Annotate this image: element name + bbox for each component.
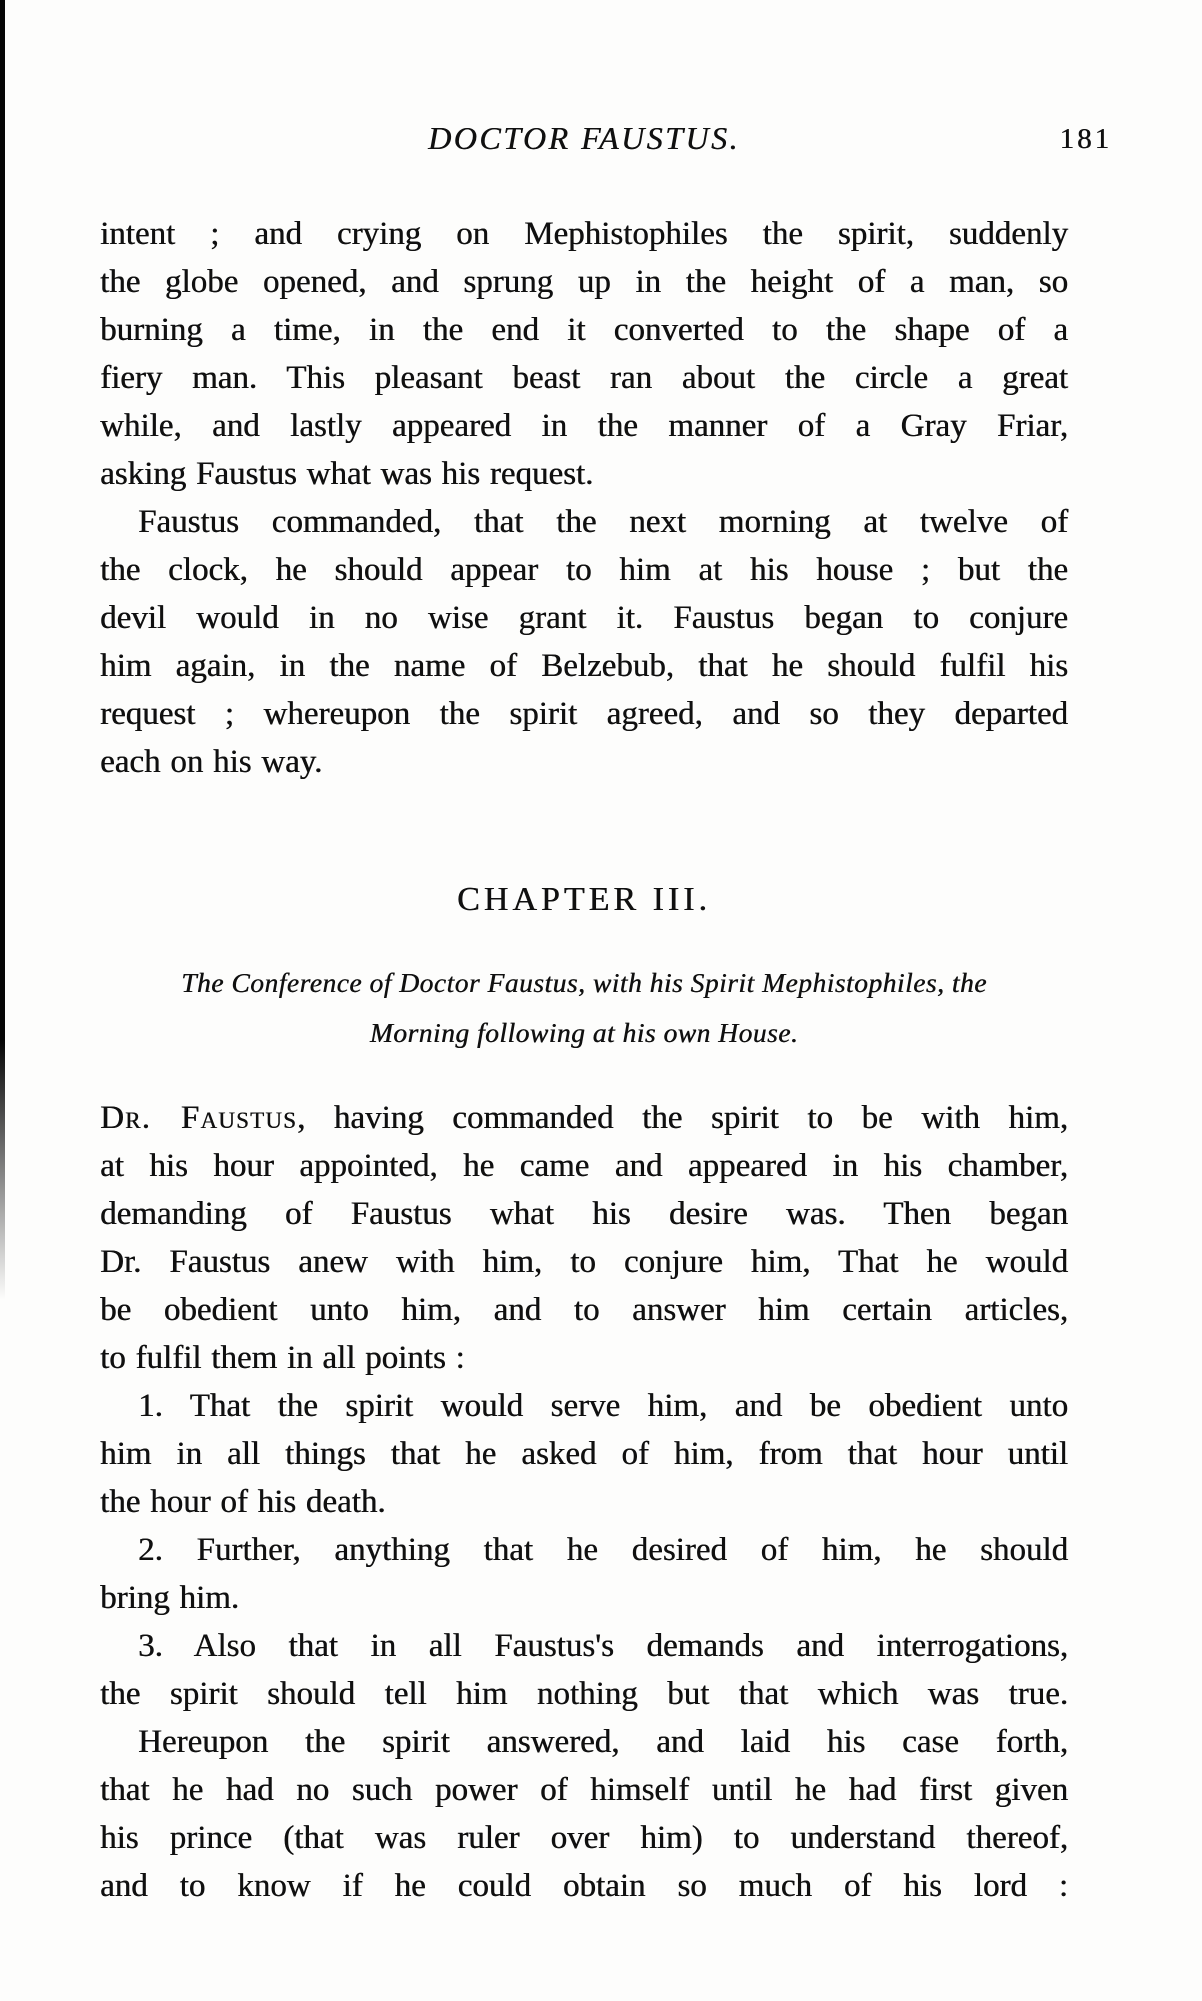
- text-line: [100, 354, 1068, 402]
- line-text: the clock, he should appear to him at his house ; but the: [100, 552, 1068, 588]
- text-line: [100, 1142, 1068, 1190]
- text-line: [100, 258, 1068, 306]
- text-line: [100, 1670, 1068, 1718]
- line-text: at his hour appointed, he came and appeared in his chamber,: [100, 1148, 1068, 1184]
- scan-edge-artifact: [0, 0, 5, 1300]
- text-line: [100, 306, 1068, 354]
- chapter-heading: CHAPTER III.: [457, 881, 711, 918]
- line-text: Dr. Faustus anew with him, to conjure him, That he would: [100, 1244, 1068, 1280]
- line-text: to fulfil them in all points :: [100, 1340, 465, 1376]
- line-text: demanding of Faustus what his desire was. Then began: [100, 1196, 1068, 1232]
- text-line: [100, 1574, 1068, 1622]
- text-line: [100, 1478, 1068, 1526]
- text-line: [100, 1766, 1068, 1814]
- running-title: DOCTOR FAUSTUS.: [428, 120, 740, 156]
- paragraph-faustus-commanded: [100, 498, 1068, 786]
- page-number: 181: [1059, 123, 1112, 155]
- line-text: , having commanded the spirit to be with him,: [297, 1100, 1068, 1136]
- text-line: [100, 546, 1068, 594]
- line-text: each on his way.: [100, 744, 323, 780]
- text-line: [100, 1814, 1068, 1862]
- line-text: the spirit should tell him nothing but that which was true.: [100, 1676, 1068, 1712]
- line-text: that he had no such power of himself until he had first given: [100, 1772, 1068, 1808]
- text-line: [100, 450, 1068, 498]
- text-line: [100, 594, 1068, 642]
- line-text: 3. Also that in all Faustus's demands and interrogations,: [138, 1628, 1068, 1664]
- line-text: 1. That the spirit would serve him, and be obedient unto: [138, 1388, 1068, 1424]
- line-text: Hereupon the spirit answered, and laid his case forth,: [138, 1724, 1068, 1760]
- line-text: burning a time, in the end it converted to the shape of a: [100, 312, 1068, 348]
- text-line: [100, 1238, 1068, 1286]
- line-text: the hour of his death.: [100, 1484, 386, 1520]
- text-line: [100, 1190, 1068, 1238]
- text-line: [100, 402, 1068, 450]
- line-text: the globe opened, and sprung up in the height of a man, so: [100, 264, 1068, 300]
- chapter-text-block: [100, 1094, 1068, 1910]
- text-line: [100, 1526, 1068, 1574]
- text-line: [100, 1862, 1068, 1910]
- paragraph-opening: [100, 1094, 1068, 1382]
- text-line: [100, 1382, 1068, 1430]
- text-line: [100, 1430, 1068, 1478]
- line-text: and to know if he could obtain so much of his lord :: [100, 1868, 1068, 1904]
- continued-text-block: [100, 210, 1068, 786]
- line-text: request ; whereupon the spirit agreed, and so they departed: [100, 696, 1068, 732]
- line-text: Faustus commanded, that the next morning at twelve of: [138, 504, 1068, 540]
- line-text: intent ; and crying on Mephistophiles the spirit, suddenly: [100, 216, 1068, 252]
- text-line: [100, 1334, 1068, 1382]
- article-2: [100, 1526, 1068, 1622]
- text-line: [100, 738, 1068, 786]
- line-text: asking Faustus what was his request.: [100, 456, 594, 492]
- line-text: him again, in the name of Belzebub, that he should fulfil his: [100, 648, 1068, 684]
- chapter-subtitle: [100, 958, 1068, 1058]
- article-3: [100, 1622, 1068, 1718]
- line-text: his prince (that was ruler over him) to understand thereof,: [100, 1820, 1068, 1856]
- paragraph-conjuring: [100, 210, 1068, 498]
- line-text: while, and lastly appeared in the manner of a Gray Friar,: [100, 408, 1068, 444]
- text-line: [100, 642, 1068, 690]
- line-text: him in all things that he asked of him, from that hour until: [100, 1436, 1068, 1472]
- line-text: devil would in no wise grant it. Faustus began to conjure: [100, 600, 1068, 636]
- subtitle-line-1: The Conference of Doctor Faustus, with his Spirit Mephistophiles, the: [181, 967, 987, 998]
- subtitle-line-2: Morning following at his own House.: [369, 1017, 799, 1048]
- text-line: [100, 1718, 1068, 1766]
- text-line: [100, 1622, 1068, 1670]
- article-1: [100, 1382, 1068, 1526]
- line-text: bring him.: [100, 1580, 239, 1616]
- text-line: [100, 690, 1068, 738]
- text-line: [100, 1094, 1068, 1142]
- line-text: 2. Further, anything that he desired of him, he should: [138, 1532, 1068, 1568]
- text-line: [100, 498, 1068, 546]
- line-text: fiery man. This pleasant beast ran about the circle a great: [100, 360, 1068, 396]
- page-header: [100, 120, 1112, 170]
- speaker-name: Dr. Faustus: [100, 1100, 297, 1136]
- paragraph-closing: [100, 1718, 1068, 1910]
- text-line: [100, 210, 1068, 258]
- line-text: be obedient unto him, and to answer him certain articles,: [100, 1292, 1068, 1328]
- text-line: [100, 1286, 1068, 1334]
